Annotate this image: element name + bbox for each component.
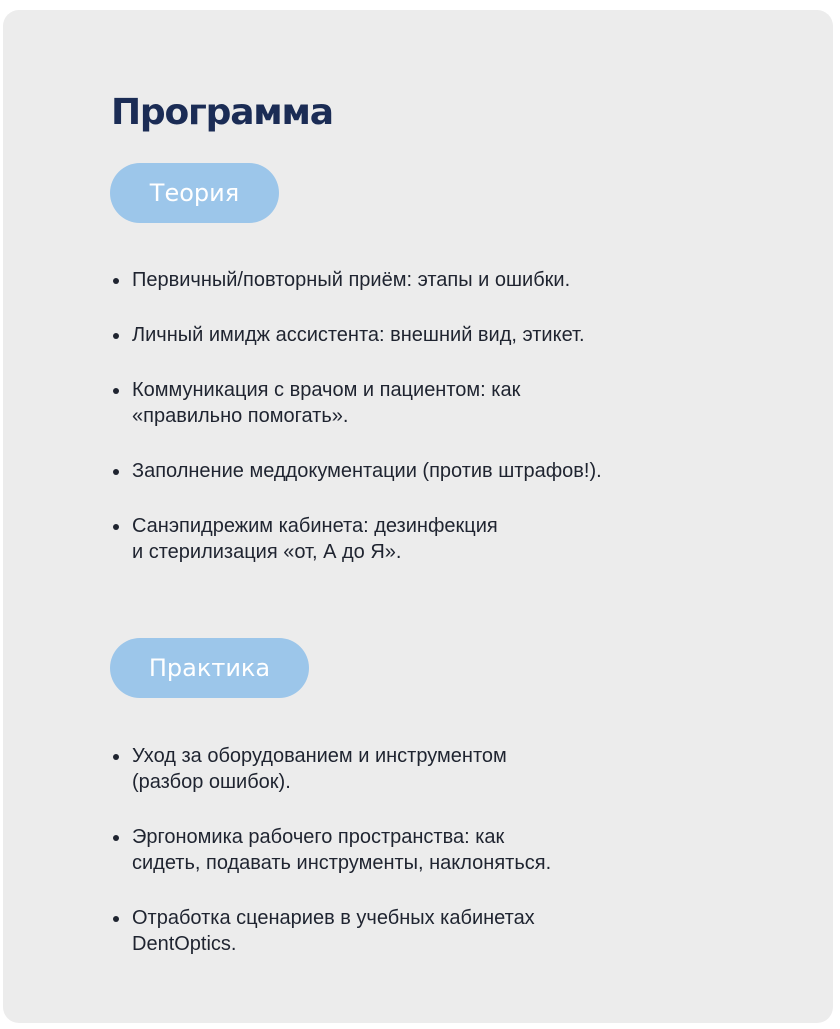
section-pill-practice: Практика: [110, 638, 309, 698]
list-item: Коммуникация с врачом и пациентом: как «правильно помогать».: [107, 377, 767, 429]
section-pill-theory: Теория: [110, 163, 279, 223]
list-item: Эргономика рабочего пространства: как сидеть, подавать инструменты, наклоняться.: [107, 824, 767, 876]
list-item: Личный имидж ассистента: внешний вид, этикет.: [107, 322, 767, 348]
list-item: Заполнение меддокументации (против штрафов!).: [107, 458, 767, 484]
list-item: Первичный/повторный приём: этапы и ошибки.: [107, 267, 767, 293]
list-item: Санэпидрежим кабинета: дезинфекция и стерилизация «от, А до Я».: [107, 513, 767, 565]
page-title: Программа: [111, 92, 333, 133]
list-item: Отработка сценариев в учебных кабинетах DentOptics.: [107, 905, 767, 957]
list-item: Уход за оборудованием и инструментом (разбор ошибок).: [107, 743, 767, 795]
theory-list: [107, 267, 767, 594]
practice-list: [107, 743, 767, 986]
program-card: [3, 10, 833, 1023]
